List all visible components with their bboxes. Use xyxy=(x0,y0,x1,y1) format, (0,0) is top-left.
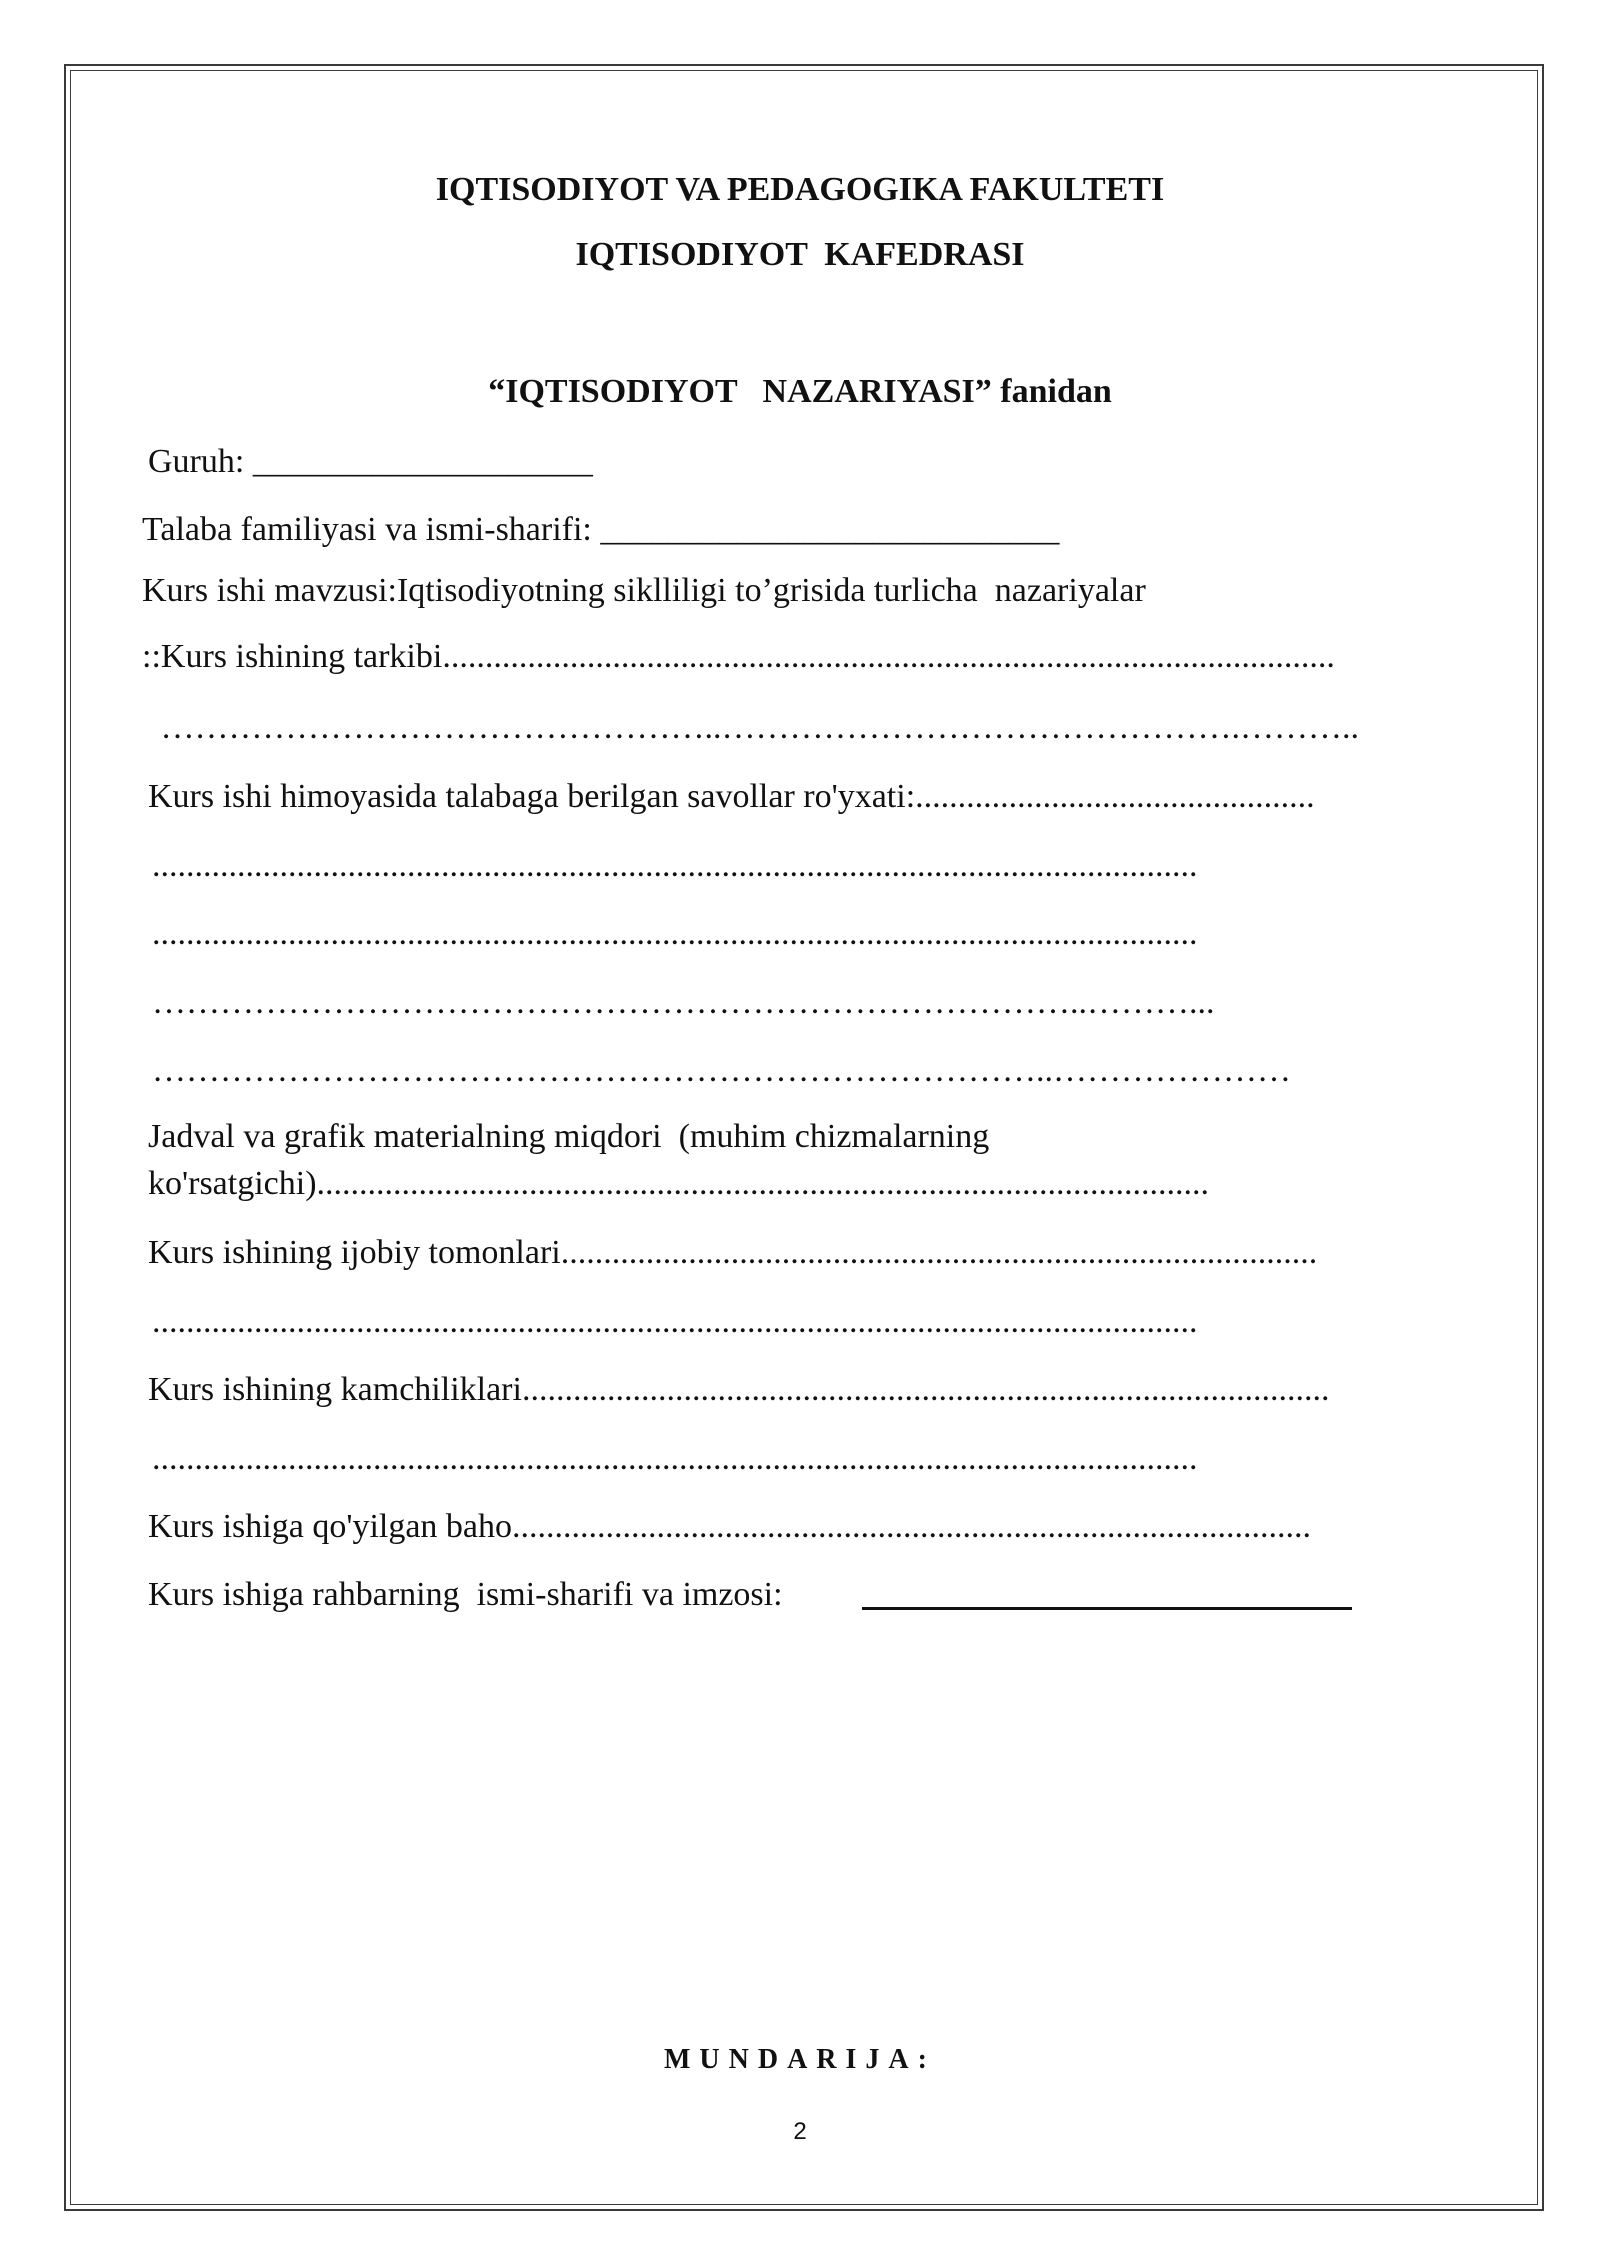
positive-aspects-field: Kurs ishining ijobiy tomonlari......................................................................................... xyxy=(148,1234,1318,1271)
positive-aspects-line: ........................................................................................................................... xyxy=(152,1303,1198,1340)
defense-questions-field: Kurs ishi himoyasida talabaga berilgan savollar ro'yxati:............................................... xyxy=(148,778,1315,815)
group-field: Guruh: ____________________ xyxy=(148,443,593,480)
supervisor-signature-label: Kurs ishiga rahbarning ismi-sharifi va imzosi: xyxy=(148,1576,792,1613)
course-contents-continuation: …………………………………………..……………………………………….……….. xyxy=(152,709,1359,746)
signature-line xyxy=(862,1607,1352,1610)
course-topic: Kurs ishi mavzusi:Iqtisodiyotning siklliligi to’grisida turlicha nazariyalar xyxy=(142,572,1146,609)
shortcomings-field: Kurs ishining kamchiliklari............................................................................................... xyxy=(148,1371,1330,1408)
defense-questions-line: ………………………………………………………………………..………... xyxy=(152,984,1215,1021)
contents-heading: MUNDARIJA: xyxy=(664,2044,936,2075)
tables-graphics-field: ko'rsatgichi)......................................................................................................... xyxy=(148,1165,1210,1202)
page-number: 2 xyxy=(793,2118,807,2145)
subject-title: “IQTISODIYOT NAZARIYASI” fanidan xyxy=(488,373,1112,410)
shortcomings-line: ........................................................................................................................... xyxy=(152,1440,1198,1477)
defense-questions-line: ……………………………………………………………………..………………… xyxy=(152,1052,1291,1089)
course-contents-field: ::Kurs ishining tarkibi......................................................................................................... xyxy=(142,638,1335,675)
student-name-field: Talaba familiyasi va ismi-sharifi: ___________________________ xyxy=(142,511,1060,548)
department-title: IQTISODIYOT KAFEDRASI xyxy=(575,236,1025,273)
faculty-title: IQTISODIYOT VA PEDAGOGIKA FAKULTETI xyxy=(435,171,1165,208)
defense-questions-line: ........................................................................................................................... xyxy=(152,915,1198,952)
tables-graphics-label: Jadval va grafik materialning miqdori (muhim chizmalarning xyxy=(148,1118,990,1155)
grade-field: Kurs ishiga qo'yilgan baho.............................................................................................. xyxy=(148,1508,1312,1545)
defense-questions-line: ........................................................................................................................... xyxy=(152,847,1198,884)
